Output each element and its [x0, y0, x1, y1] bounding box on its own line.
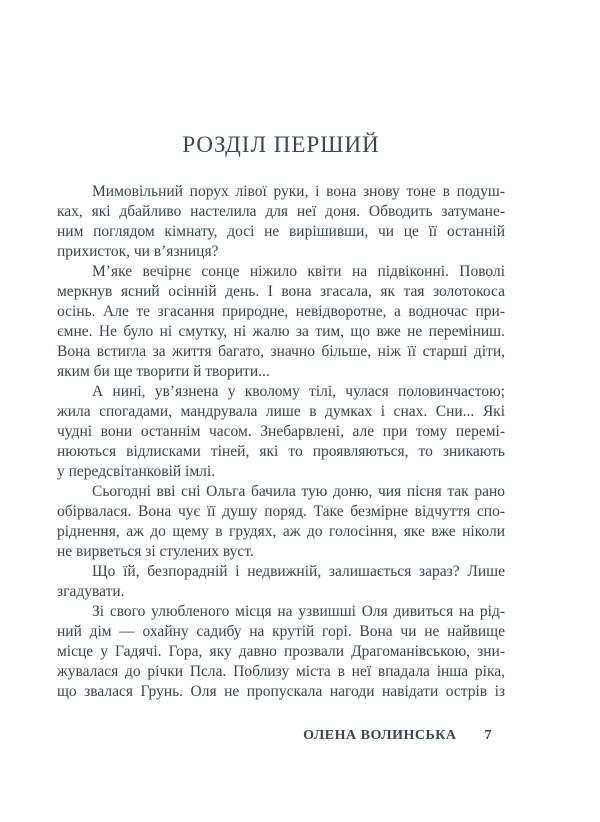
text-line: меркнув ясний осінній день. І вона згасала, як тая золотокоса — [57, 283, 505, 300]
text-line: місце у Гадячі. Гора, яку давно прозвали Драгоманівською, зни- — [57, 643, 505, 660]
text-line: обірвалася. Вона чує її душу поряд. Таке безмірне відчуття спо- — [57, 503, 505, 520]
text-line: ний дім — охайну садибу на крутій горі. Вона чи не найвище — [57, 623, 505, 640]
text-line: що звалася Грунь. Оля не пропускала нагоди навідати острів із — [57, 683, 505, 700]
footer-page-number: 7 — [484, 728, 492, 743]
text-line: Вона встигла за життя багато, значно більше, ніж її старші діти, — [57, 343, 505, 360]
text-line: прихисток, чи в’язниця? — [57, 243, 219, 260]
text-line: жувалася до річки Псла. Поблизу міста в неї впадала інша ріка, — [57, 663, 505, 680]
text-line: ним поглядом кімнату, досі не вирішивши, чи це її останній — [57, 223, 505, 240]
text-line: ках, які дбайливо настелила для неї доня. Обводить затумане- — [57, 203, 505, 220]
chapter-title: РОЗДІЛ ПЕРШИЙ — [182, 132, 380, 157]
footer-author: ОЛЕНА ВОЛИНСЬКА — [303, 728, 457, 743]
text-line: жила спогадами, мандрувала лише в думках і снах. Сни... Які — [57, 403, 505, 420]
text-line: нюються відлисками тіней, які то проявляються, то зникають — [57, 443, 505, 460]
text-line: ємне. Не було ні смутку, ні жалю за тим, що вже не переміниш. — [57, 323, 505, 340]
body-text — [57, 182, 505, 702]
text-line: чудні вони останнім часом. Знебарвлені, але при тому перемі- — [57, 423, 505, 440]
text-line: А нині, ув’язнена у кволому тілі, чулася половинчастою; — [92, 383, 505, 400]
text-line: ріднення, аж до щему в грудях, аж до голосіння, яке вже ніколи — [57, 523, 505, 540]
text-line: Зі свого улюбленого місця на узвишші Оля дивиться на рід- — [92, 603, 505, 620]
text-line: яким би ще творити й творити... — [57, 363, 270, 380]
text-line: не вирветься зі стулених вуст. — [57, 543, 254, 560]
text-line: у передсвітанковій імлі. — [57, 463, 216, 480]
text-line: М’яке вечірнє сонце ніжило квіти на підвіконні. Поволі — [92, 263, 505, 280]
page-footer — [57, 727, 492, 745]
text-line: Сьогодні вві сні Ольга бачила тую доню, чия пісня так рано — [92, 483, 505, 500]
text-line: Що їй, безпорадній і недвижній, залишається зараз? Лише — [92, 563, 505, 580]
text-line: осінь. Але те згасання природне, невідворотне, а водночас при- — [57, 303, 505, 320]
text-line: згадувати. — [57, 583, 125, 600]
text-line: Мимовільний порух лівої руки, і вона знову тоне в подуш- — [92, 183, 505, 200]
